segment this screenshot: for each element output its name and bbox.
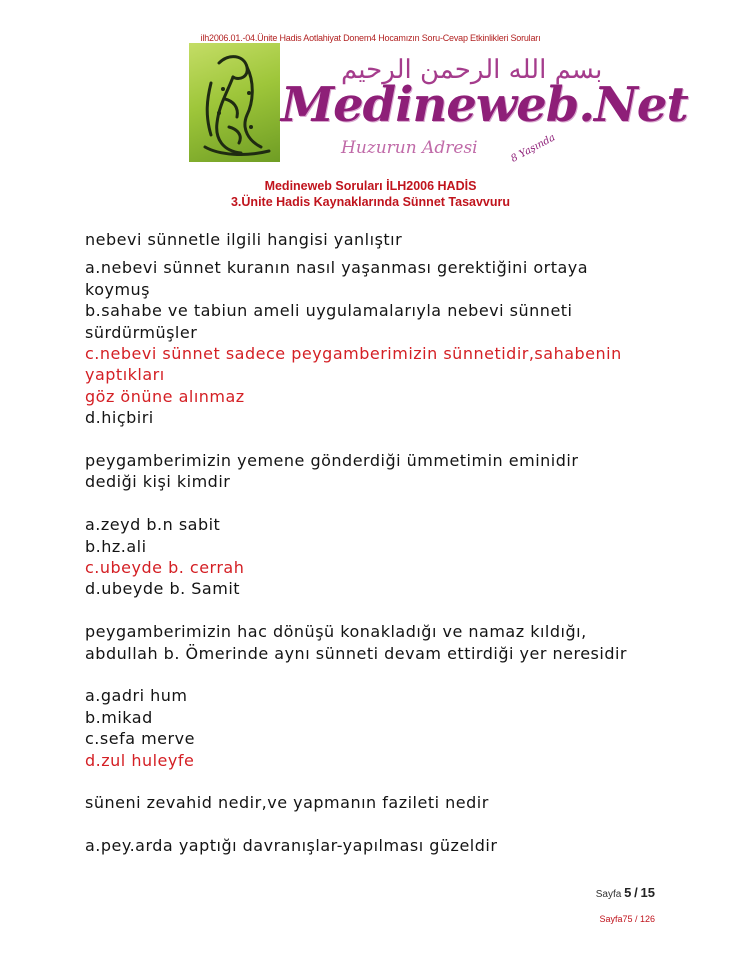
document-title-line-1: Medineweb Soruları İLH2006 HADİS xyxy=(264,179,477,193)
question-3-option-a: a.gadri hum xyxy=(85,686,188,706)
question-1-option-a: a.nebevi sünnet kuranın nasıl yaşanması gerektiğini ortaya xyxy=(85,258,589,278)
question-2-text-line-1: peygamberimizin yemene gönderdiği ümmetimin eminidir xyxy=(85,451,579,471)
question-1-option-c-answer: c.nebevi sünnet sadece peygamberimizin sünnetidir,sahabenin xyxy=(85,344,622,364)
document-title-line-2: 3.Ünite Hadis Kaynaklarında Sünnet Tasavvuru xyxy=(230,195,511,209)
page-number xyxy=(596,885,655,900)
question-1-option-b-cont: sürdürmüşler xyxy=(85,322,198,342)
question-1-option-c-answer-cont-2: göz önüne alınmaz xyxy=(85,386,245,406)
question-2-option-d: d.ubeyde b. Samit xyxy=(85,579,241,599)
medineweb-brand-logo xyxy=(281,55,688,165)
document-title xyxy=(0,178,741,210)
calligraphy-figure-icon xyxy=(189,43,280,162)
question-3-option-c: c.sefa merve xyxy=(85,729,195,749)
question-1-text: nebevi sünnetle ilgili hangisi yanlıştır xyxy=(85,230,403,249)
question-2-option-b: b.hz.ali xyxy=(85,536,147,556)
brand-title: Medineweb.Net xyxy=(281,77,688,133)
brand-subtitle: Huzurun Adresi xyxy=(341,138,478,158)
question-3-option-b: b.mikad xyxy=(85,707,153,727)
question-content xyxy=(85,229,665,857)
question-2-option-c-answer: c.ubeyde b. cerrah xyxy=(85,558,245,578)
question-4-text: süneni zevahid nedir,ve yapmanın fazileti nedir xyxy=(85,793,489,813)
page-total: 15 xyxy=(640,885,655,900)
document-top-note: ilh2006.01.-04.Ünite Hadis Aotlahiyat Donem4 Hocamızın Soru-Cevap Etkinlikleri Soruları xyxy=(200,33,541,43)
question-2-option-a: a.zeyd b.n sabit xyxy=(85,515,221,535)
question-4-option-a: a.pey.arda yaptığı davranışlar-yapılması güzeldir xyxy=(85,836,498,856)
question-3-option-d-answer: d.zul huleyfe xyxy=(85,750,195,770)
page-current: 5 xyxy=(624,885,632,900)
question-1-option-b: b.sahabe ve tabiun ameli uygulamalarıyla nebevi sünneti xyxy=(85,301,573,321)
page-label: Sayfa xyxy=(595,889,622,900)
page-separator: / xyxy=(634,885,638,900)
total-page-count: Sayfa75 / 126 xyxy=(599,914,655,924)
question-2-text-line-2: dediği kişi kimdir xyxy=(85,472,231,492)
question-3-text-line-2: abdullah b. Ömerinde aynı sünneti devam ettirdiği yer neresidir xyxy=(85,643,627,663)
brand-arabic-calligraphy: بسم الله الرحمن الرحيم xyxy=(341,55,603,85)
question-3-text-line-1: peygamberimizin hac dönüşü konakladığı ve namaz kıldığı, xyxy=(85,622,587,642)
brand-age-badge: 8 Yaşında xyxy=(509,132,558,165)
calligraphy-logo-image xyxy=(189,43,280,162)
question-1-option-c-answer-cont: yaptıkları xyxy=(85,365,165,385)
question-1-option-d: d.hiçbiri xyxy=(85,408,154,428)
question-1-option-a-cont: koymuş xyxy=(85,279,151,299)
